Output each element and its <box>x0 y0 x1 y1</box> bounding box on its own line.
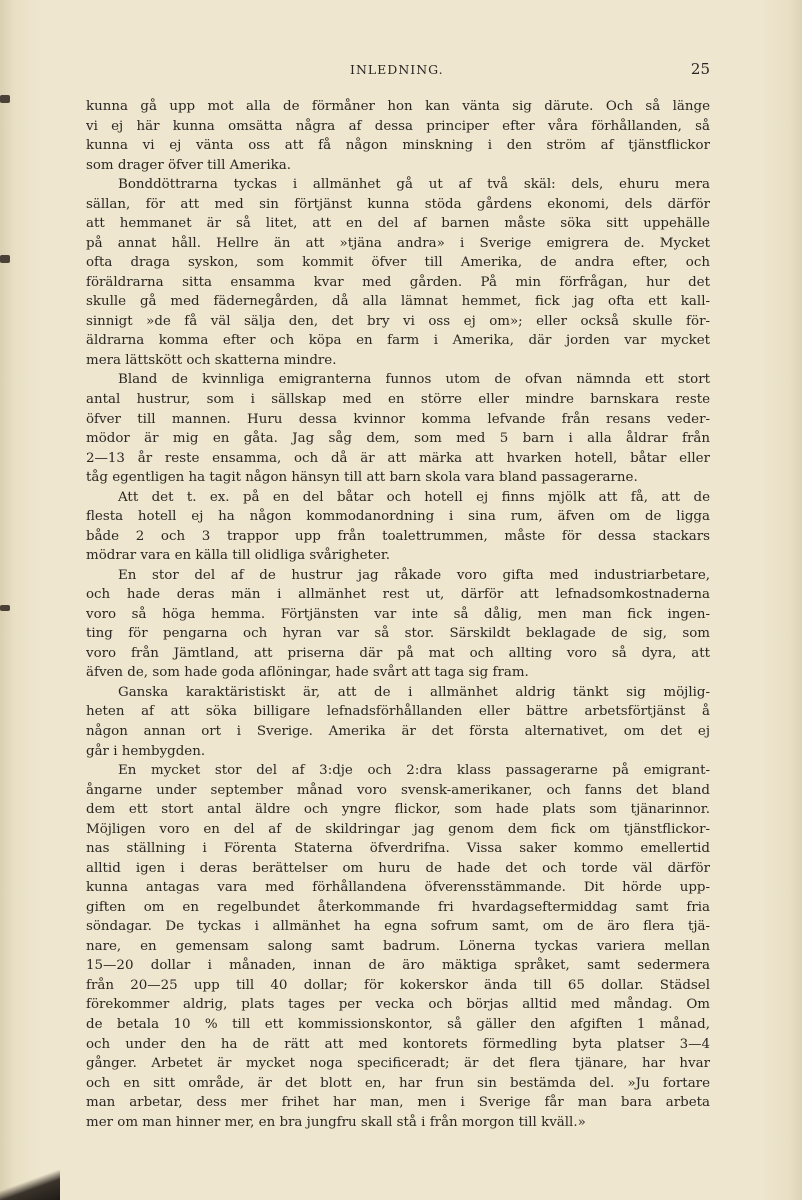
text-line: öfver till mannen. Huru dessa kvinnor komma lefvande från resans veder- <box>86 411 710 427</box>
text-line: dem ett stort antal äldre och yngre flickor, som hade plats som tjänarinnor. <box>86 802 710 818</box>
text-line: 2—13 år reste ensamma, och då är att märka att hvarken hotell, båtar eller <box>86 450 710 466</box>
text-line: att hemmanet är så litet, att en del af barnen måste söka sitt uppehälle <box>86 216 710 232</box>
page-corner-shadow <box>0 1170 60 1200</box>
text-line: giften om en regelbundet återkommande fri hvardagseftermiddag samt fria <box>86 899 710 915</box>
text-line: 15—20 dollar i månaden, innan de äro mäktiga språket, samt sedermera <box>86 958 710 974</box>
text-line: tåg egentligen ha tagit någon hänsyn till att barn skola vara bland passagerarne. <box>86 470 638 486</box>
text-line: En stor del af de hustrur jag råkade voro gifta med industriarbetare, <box>118 567 710 583</box>
text-line: föräldrarna sitta ensamma kvar med gården. På min förfrågan, hur det <box>86 274 710 290</box>
text-line: och under den ha de rätt att med kontorets förmedling byta platser 3—4 <box>86 1036 710 1052</box>
running-head: INLEDNING. <box>350 62 444 77</box>
text-line: som drager öfver till Amerika. <box>86 157 291 173</box>
text-line: och en sitt område, är det blott en, har frun sin bestämda del. »Ju fortare <box>86 1075 710 1091</box>
text-line: man arbetar, dess mer frihet har man, men i Sverige får man bara arbeta <box>86 1095 710 1111</box>
text-line: nas ställning i Förenta Staterna öfverdrifna. Vissa saker kommo emellertid <box>86 841 710 857</box>
text-line: förekommer aldrig, plats tages per vecka och börjas alltid med måndag. Om <box>86 997 710 1013</box>
text-line: vi ej här kunna omsätta några af dessa principer efter våra förhållanden, så <box>86 118 710 134</box>
text-line: ting för pengarna och hyran var så stor. Särskildt beklagade de sig, som <box>86 626 710 642</box>
text-line: Ganska karaktäristiskt är, att de i allmänhet aldrig tänkt sig möjlig- <box>118 684 710 700</box>
text-line: Att det t. ex. på en del båtar och hotell ej finns mjölk att få, att de <box>118 489 710 505</box>
text-line: de betala 10 % till ett kommissionskontor, så gäller den afgiften 1 månad, <box>86 1016 710 1032</box>
text-line: gånger. Arbetet är mycket noga specificeradt; är det flera tjänare, har hvar <box>86 1056 710 1072</box>
text-line: kunna gå upp mot alla de förmåner hon kan vänta sig därute. Och så länge <box>86 99 710 114</box>
text-line: flesta hotell ej ha någon kommodanordning i sina rum, äfven om de ligga <box>86 509 710 525</box>
text-line: mödor är mig en gåta. Jag såg dem, som med 5 barn i alla åldrar från <box>86 431 710 447</box>
text-line: går i hembygden. <box>86 743 206 759</box>
binding-mark <box>0 95 10 103</box>
text-line: En mycket stor del af 3:dje och 2:dra klass passagerarne på emigrant- <box>118 763 710 779</box>
text-line: mera lättskött och skatterna mindre. <box>86 352 337 368</box>
text-line: kunna antagas vara med förhållandena öfverensstämmande. Dit hörde upp- <box>86 880 710 896</box>
text-line: både 2 och 3 trappor upp från toalettrummen, måste för dessa stackars <box>86 528 710 544</box>
text-line: voro från Jämtland, att priserna där på mat och allting voro så dyra, att <box>86 645 710 661</box>
binding-mark <box>0 605 10 611</box>
text-line: mödrar vara en källa till olidliga svårigheter. <box>86 548 391 564</box>
text-line: mer om man hinner mer, en bra jungfru skall stå i från morgon till kväll.» <box>86 1114 586 1130</box>
text-line: ångarne under september månad voro svensk-amerikaner, och fanns det bland <box>86 782 710 798</box>
text-line: sällan, för att med sin förtjänst kunna stöda gårdens ekonomi, dels därför <box>86 196 710 212</box>
text-line: Bland de kvinnliga emigranterna funnos utom de ofvan nämnda ett stort <box>118 372 710 388</box>
text-line: från 20—25 upp till 40 dollar; för kokerskor ända till 65 dollar. Städsel <box>86 977 710 993</box>
text-line: på annat håll. Hellre än att »tjäna andra» i Sverige emigrera de. Mycket <box>86 235 710 251</box>
text-line: någon annan ort i Sverige. Amerika är det första alternativet, om det ej <box>86 724 710 739</box>
text-line: kunna vi ej vänta oss att få någon minskning i den ström af tjänstflickor <box>86 138 710 154</box>
body-text <box>86 97 710 1132</box>
page-number: 25 <box>690 60 710 78</box>
text-line: Bonddöttrarna tyckas i allmänhet gå ut af två skäl: dels, ehuru mera <box>118 177 710 193</box>
text-line: Möjligen voro en del af de skildringar jag genom dem fick om tjänstflickor- <box>86 821 710 837</box>
text-line: nare, en gemensam salong samt badrum. Lönerna tyckas variera mellan <box>86 938 710 954</box>
text-line: skulle gå med fädernegården, då alla lämnat hemmet, fick jag ofta ett kall- <box>86 294 710 310</box>
text-line: och hade deras män i allmänhet rest ut, därför att lefnadsomkostnaderna <box>86 587 710 603</box>
text-line: söndagar. De tyckas i allmänhet ha egna sofrum samt, om de äro flera tjä- <box>86 919 710 935</box>
text-line: voro så höga hemma. Förtjänsten var inte så dålig, men man fick ingen- <box>86 606 710 622</box>
page-header <box>88 62 710 82</box>
binding-mark <box>0 255 10 263</box>
text-line: ofta draga syskon, som kommit öfver till Amerika, de andra efter, och <box>86 255 710 271</box>
text-line: antal hustrur, som i sällskap med en större eller mindre barnskara reste <box>86 391 710 407</box>
text-line: äldrarna komma efter och köpa en farm i Amerika, där jorden var mycket <box>86 333 710 349</box>
text-line: heten af att söka billigare lefnadsförhållanden eller bättre arbetsförtjänst å <box>86 704 710 720</box>
text-line: äfven de, som hade goda aflöningar, hade svårt att taga sig fram. <box>86 665 529 681</box>
text-line: sinnigt »de få väl sälja den, det bry vi oss ej om»; eller också skulle för- <box>86 313 710 329</box>
text-line: alltid igen i deras berättelser om huru de hade det och torde väl därför <box>86 860 710 876</box>
